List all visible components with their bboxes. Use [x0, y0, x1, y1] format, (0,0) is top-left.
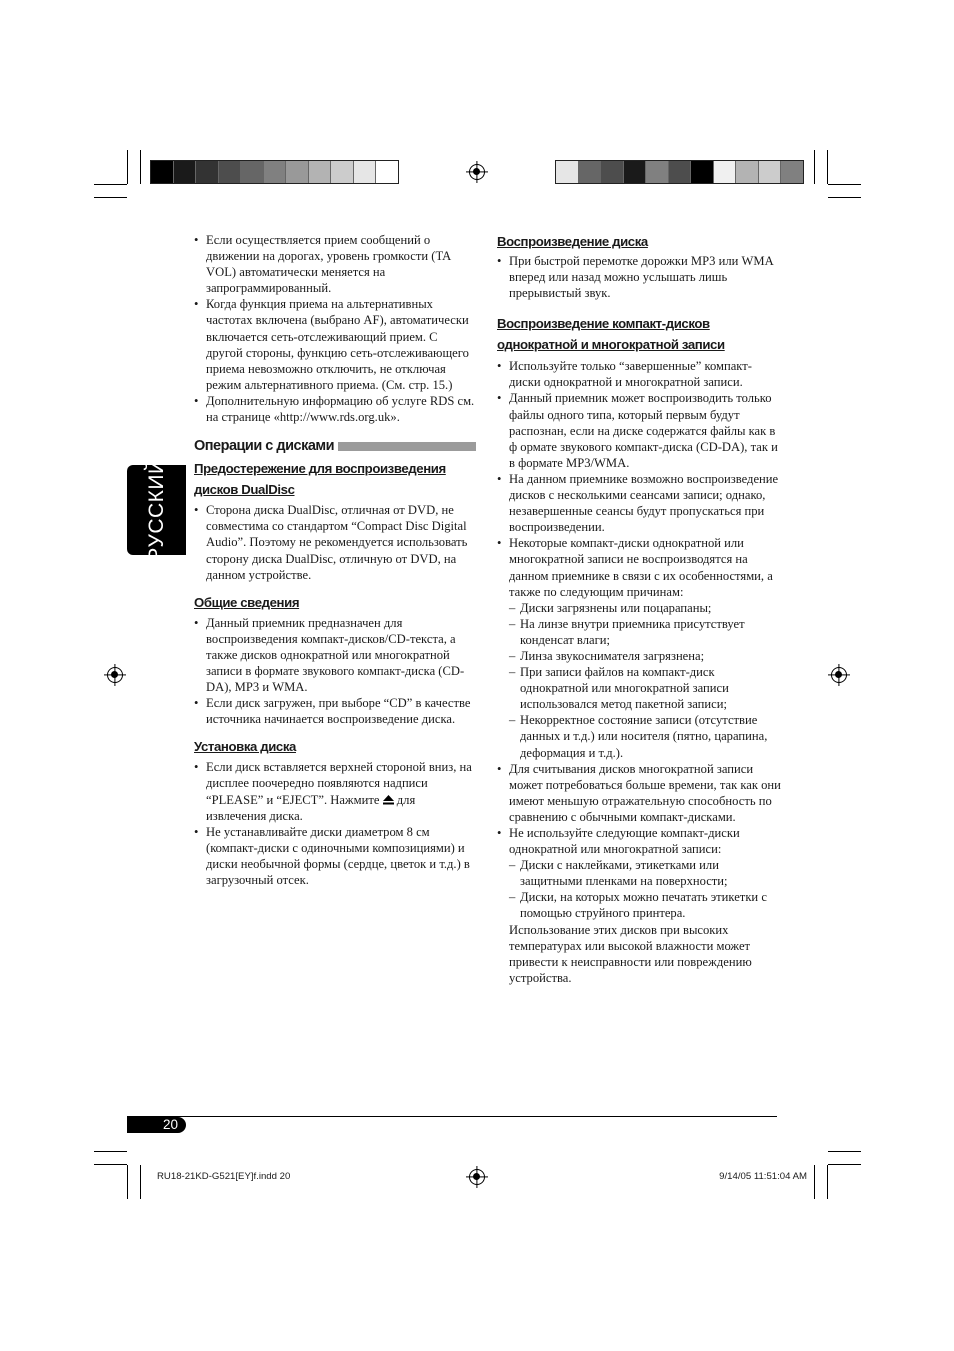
- list-item: – При записи файлов на компакт-диск однократной или многократной записи использовался метод пакетной записи;: [509, 664, 781, 712]
- intro-list: [194, 232, 476, 425]
- list-item: – На линзе внутри приемника присутствует конденсат влаги;: [509, 616, 781, 648]
- color-swatch: [556, 161, 579, 183]
- list-item: • Сторона диска DualDisc, отличная от DVD, не совместима со стандартом “Compact Disc Digital Audio”. Поэтому не рекомендуется использовать сторону диска DualDisc, отличную от DVD, на данном устройстве.: [194, 502, 476, 582]
- color-swatch: [601, 161, 624, 183]
- registration-mark-icon: [107, 667, 123, 683]
- cdr-heading: Воспроизведение компакт-дисков однократной и многократной записи: [497, 316, 725, 353]
- reasons-intro: • Некоторые компакт-диски однократной или многократной записи не воспроизводятся на данном приемнике в связи с их особенностями, а также по следующим причинам:: [509, 536, 773, 599]
- registration-mark-icon: [469, 1169, 485, 1185]
- list-item: • При быстрой перемотке дорожки MP3 или WMA вперед или назад можно услышать лишь прерывистый звук.: [497, 253, 781, 301]
- section-title-text: Операции с дисками: [194, 438, 335, 455]
- left-column: [194, 232, 476, 888]
- list-item: • Не устанавливайте диски диаметром 8 см (компакт-диски с одиночными композициями) и диски необычной формы (сердце, цветок и т.д.) в загрузочный отсек.: [194, 824, 476, 888]
- crop-mark: [94, 1151, 127, 1152]
- list-item: [497, 825, 781, 986]
- crop-mark: [828, 1151, 861, 1152]
- crop-mark: [814, 150, 815, 184]
- color-swatch: [691, 161, 714, 183]
- crop-mark: [127, 1165, 128, 1199]
- color-swatch: [376, 161, 398, 183]
- install-item-tail: для извлечения диска.: [206, 792, 416, 823]
- color-swatch: [354, 161, 377, 183]
- color-bar-right: [555, 160, 804, 184]
- color-swatch: [151, 161, 174, 183]
- section-title-bar: [338, 442, 476, 451]
- footer-timestamp: 9/14/05 11:51:04 AM: [719, 1171, 807, 1182]
- crop-mark: [94, 184, 127, 185]
- language-tab: [127, 458, 186, 562]
- general-list: [194, 615, 476, 728]
- color-swatch: [196, 161, 219, 183]
- crop-mark: [140, 1165, 141, 1199]
- general-heading: Общие сведения: [194, 594, 300, 610]
- color-swatch: [669, 161, 692, 183]
- eject-icon: [383, 795, 394, 805]
- color-swatch: [624, 161, 647, 183]
- list-item: • Используйте только “завершенные” компакт-диски однократной и многократной записи.: [497, 358, 781, 390]
- page-number: 20: [127, 1117, 186, 1133]
- crop-mark: [127, 150, 128, 184]
- playback-list: [497, 253, 781, 301]
- crop-mark: [94, 197, 127, 198]
- dualdisc-heading: Предостережение для воспроизведения дисков DualDisc: [194, 461, 446, 498]
- avoid-note: Использование этих дисков при высоких температурах или высокой влажности может привести к неисправности или повреждению устройства.: [509, 922, 752, 985]
- list-item: [497, 535, 781, 760]
- color-swatch: [781, 161, 803, 183]
- registration-mark-icon: [469, 164, 485, 180]
- install-list: [194, 759, 476, 888]
- avoid-intro: • Не используйте следующие компакт-диски однократной или многократной записи:: [509, 826, 740, 857]
- list-item: – Линза звукоснимателя загрязнена;: [509, 648, 781, 664]
- playback-heading: Воспроизведение диска: [497, 234, 648, 249]
- list-item: • Дополнительную информацию об услуге RDS см. на странице «http://www.rds.org.uk».: [194, 393, 476, 425]
- crop-mark: [827, 1165, 828, 1199]
- list-item: [194, 759, 476, 823]
- list-item: – Диски загрязнены или поцарапаны;: [509, 600, 781, 616]
- dualdisc-list: [194, 502, 476, 582]
- crop-mark: [828, 1164, 861, 1165]
- language-tab-label: РУССКИЙ: [144, 458, 168, 562]
- color-swatch: [309, 161, 332, 183]
- color-swatch: [646, 161, 669, 183]
- color-bar-left: [150, 160, 399, 184]
- crop-mark: [814, 1165, 815, 1199]
- color-swatch: [736, 161, 759, 183]
- list-item: • Если осуществляется прием сообщений о движении на дорогах, уровень громкости (TA VOL) автоматически меняется на запрограммированный.: [194, 232, 476, 296]
- color-swatch: [286, 161, 309, 183]
- list-item: • Для считывания дисков многократной записи может потребоваться больше времени, так как они имеют меньшую отражательную способность по сравнению с обычными компакт-дисками.: [497, 761, 781, 825]
- cdr-list: [497, 358, 781, 986]
- right-column: [497, 231, 781, 986]
- color-swatch: [331, 161, 354, 183]
- color-swatch: [241, 161, 264, 183]
- color-swatch: [714, 161, 737, 183]
- list-item: • Данный приемник может воспроизводить только файлы одного типа, который первым будут распознан, если на диске содержатся файлы как в ф ормате звукового компакт-диска (CD-DA), так и в формате MP3/WMA.: [497, 390, 781, 470]
- list-item: • Данный приемник предназначен для воспроизведения компакт-дисков/CD-текста, а также дисков однократной или многократной записи в формате звукового компакт-диска (CD-DA), MP3 и WMA.: [194, 615, 476, 695]
- registration-mark-icon: [831, 667, 847, 683]
- install-heading: Установка диска: [194, 739, 296, 755]
- list-item: – Некорректное состояние записи (отсутствие данных и т.д.) или носителя (пятно, царапина, деформация и т.д.).: [509, 712, 781, 760]
- list-item: • Если диск загружен, при выборе “CD” в качестве источника начинается воспроизведение диска.: [194, 695, 476, 727]
- section-title: [194, 438, 476, 454]
- list-item: • На данном приемнике возможно воспроизведение дисков с несколькими сеансами записи; однако, незавершенные сеансы будут пропускаться при воспроизведении.: [497, 471, 781, 535]
- list-item: • Когда функция приема на альтернативных частотах включена (выбрано AF), автоматически включается сеть-отслеживающий прием. С другой стороны, функцию сеть-отслеживающего приема невозможно отключить, не отключая режим альтернативного приема. (См. стр. 15.): [194, 296, 476, 393]
- crop-mark: [827, 150, 828, 184]
- list-item: – Диски с наклейками, этикетками или защитными пленками на поверхности;: [509, 857, 781, 889]
- list-item: – Диски, на которых можно печатать этикетки с помощью струйного принтера.: [509, 889, 781, 921]
- bottom-rule: [127, 1116, 777, 1117]
- install-item-text: Если диск вставляется верхней стороной вниз, на дисплее поочередно появляются надписи “PLEASE” и “EJECT”. Нажмите: [206, 760, 472, 807]
- color-swatch: [174, 161, 197, 183]
- crop-mark: [94, 1164, 127, 1165]
- footer-filename: RU18-21KD-G521[EY]f.indd 20: [157, 1171, 291, 1182]
- reasons-list: [509, 600, 781, 761]
- avoid-list: [509, 857, 781, 921]
- crop-mark: [828, 197, 861, 198]
- crop-mark: [140, 150, 141, 184]
- color-swatch: [219, 161, 242, 183]
- color-swatch: [264, 161, 287, 183]
- crop-mark: [828, 184, 861, 185]
- color-swatch: [579, 161, 602, 183]
- color-swatch: [759, 161, 782, 183]
